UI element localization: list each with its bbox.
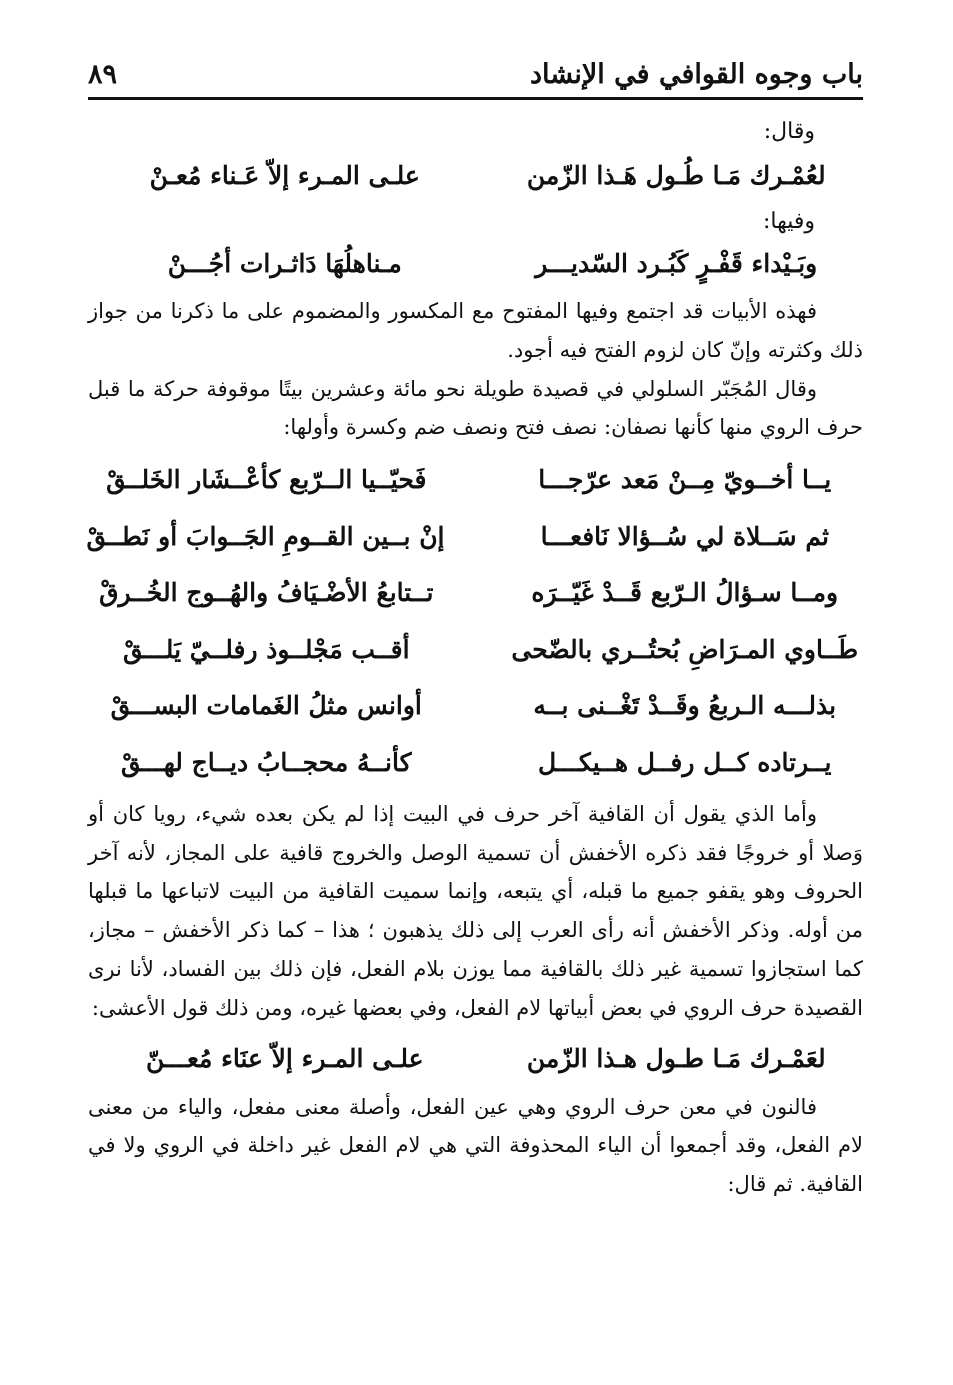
verse-first-hemistich: ومــا سـؤالُ الـرّبع قَــدْ غَيّــرَه (531, 578, 839, 608)
paragraph (88, 795, 863, 1028)
verse-first-hemistich: لعُمْـرك مَـا طُـول هَـذا الزّمن (526, 160, 826, 190)
paragraph (88, 370, 863, 448)
page-number: ٨٩ (88, 58, 118, 90)
verse-line (88, 734, 863, 791)
verse-second-hemistich: أوانس مثلُ الغَمامات البســـقْ (110, 691, 422, 721)
verse-second-hemistich: علـى المـرء إلاّ عنَاء مُعـــنّ (145, 1044, 424, 1074)
verse-first-hemistich: وبَـيْداء قَفْـرٍ كَبُـرد السّديـــر (535, 248, 818, 278)
running-title: باب وجوه القوافي في الإنشاد (530, 58, 863, 90)
verse-line (88, 678, 863, 735)
intro-label: وفيها: (762, 209, 815, 234)
verse-line (88, 621, 863, 678)
paragraph-text: وأما الذي يقول أن القافية آخر حرف في البيت إذا لم يكن بعده شيء، رويا كان أو وَصلا أو خروجًا فقد ذكره الأخفش أن تسمية الوصل والخروج قافية على المجاز، لأنه آخر الحروف وهو يقفو جميع ما قبله، أي يتبعه، وإنما سميت القافية من البيت لاتباعها ما قبلها من أوله. وذكر الأخفش أنه رأى العرب إلى ذلك يذهبون ؛ هذا – كما ذكر الأخفش – مجاز، كما استجازوا تسمية غير ذلك بالقافية مما يوزن بلام الفعل، فإن ذلك بين الفساد، لأنا نرى القصيدة حرف الروي في بعض أبياتها لام الفعل، وفي بعضها غيره، ومن ذلك قول الأعشى: (88, 801, 863, 1020)
verse-second-hemistich: علـى المـرء إلاّ عَـناء مُعـنْ (149, 160, 420, 190)
header-rule (88, 97, 863, 100)
verse-second-hemistich: مـناهلُهَا دَاثـرات أجُـــنْ (167, 248, 402, 278)
verse-line (88, 451, 863, 508)
page-header (88, 52, 863, 96)
intro-label: وقال: (763, 119, 815, 144)
paragraph-text: فهذه الأبيات قد اجتمع وفيها المفتوح مع المكسور والمضموم على ما ذكرنا من جواز ذلك وكثرته وإنّ كان لزوم الفتح فيه أجود. (88, 299, 863, 362)
verse-second-hemistich: إنْ بــين القــومِ الجَــوابَ أو نَطــقْ (86, 521, 445, 551)
verse-first-hemistich: ثم سَــلاة لي سُــؤالا نَافعـــا (540, 521, 829, 551)
paragraph (88, 1088, 863, 1204)
verse-line (88, 1030, 863, 1088)
verse-line (88, 564, 863, 621)
verse-line (88, 508, 863, 565)
verse-second-hemistich: تــتابعُ الأضْـيَافُ والهُــوج الخُــرقْ (99, 578, 434, 608)
poem (88, 451, 863, 791)
page-body (88, 108, 863, 1204)
verse-second-hemistich: كأنــهُ محجــابُ ديــاج لهـــقْ (120, 747, 412, 777)
verse-first-hemistich: طَــاوي المـرَاضِ بُحتُــري بالضّحى (511, 634, 859, 664)
verse-second-hemistich: أقــب مَجْلــوذ رفلــيّ يَلـــقْ (122, 634, 410, 664)
verse-line (88, 234, 863, 292)
paragraph-text: فالنون في معن حرف الروي وهي عين الفعل، وأصلة معنى مفعل، والياء من معنى لام الفعل، وقد أجمعوا أن الياء المحذوفة التي هي لام الفعل غير داخلة في الروي ولا في القافية. ثم قال: (88, 1094, 863, 1197)
paragraph (88, 292, 863, 370)
paragraph-text: وقال المُجَبّر السلولي في قصيدة طويلة نحو مائة وعشرين بيتًا موقوفة حركة ما قبل حرف الروي منها كأنها نصفان: نصف فتح ونصف ضم وكسرة وأولها: (88, 376, 863, 440)
verse-first-hemistich: بذلـــه الـربعُ وقَــدْ تَغْــنى بــه (533, 691, 837, 721)
verse-first-hemistich: يــرتاده كــل رفــل هــيكـــل (538, 747, 832, 777)
verse-first-hemistich: لعَمْـرك مَـا طـول هـذا الزّمن (526, 1044, 826, 1074)
verse-second-hemistich: فَحيّــيا الــرّبع كأعْــشَار الخَلــقْ (106, 464, 427, 494)
verse-line (88, 146, 863, 204)
verse-first-hemistich: يــا أخــويّ مِــنْ مَعد عرّجـــا (538, 464, 832, 494)
